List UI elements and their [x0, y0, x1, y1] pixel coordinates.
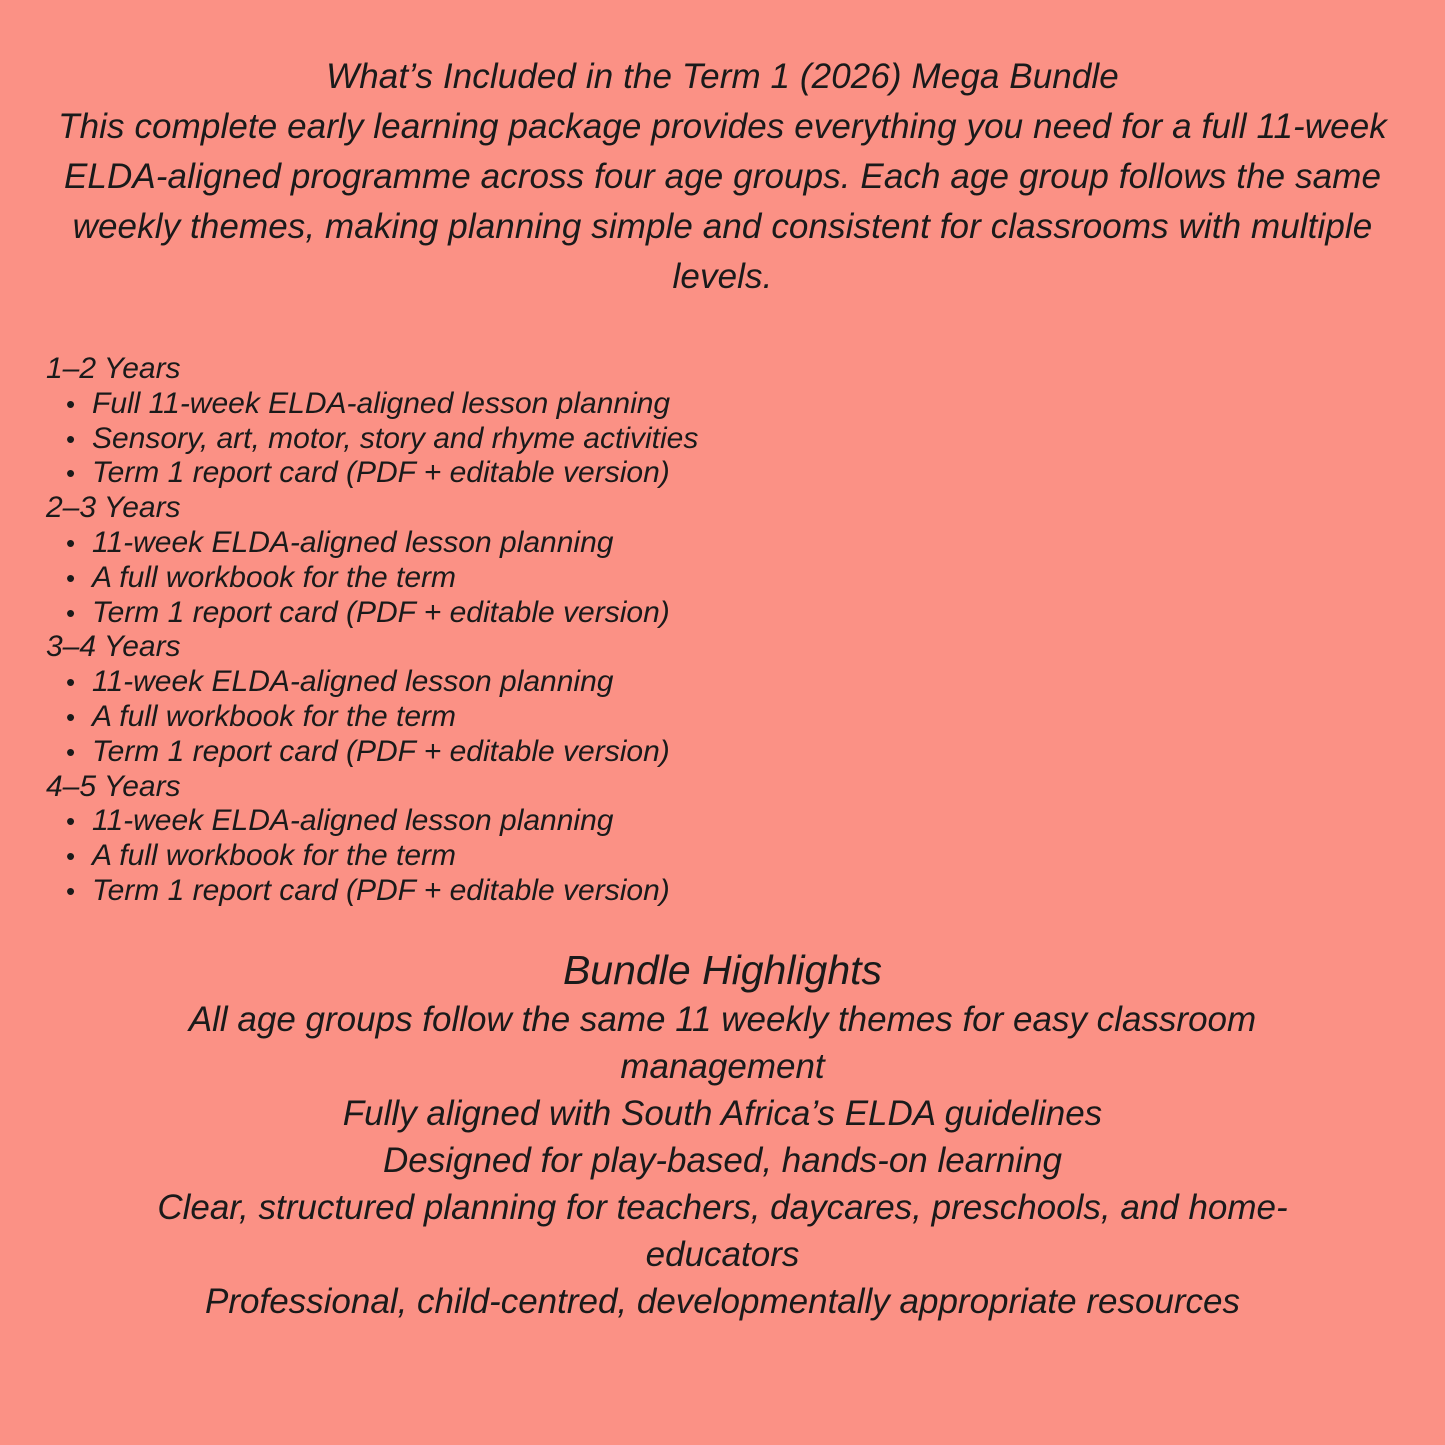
highlight-line: All age groups follow the same 11 weekly themes for easy classroom management [188, 1000, 1257, 1086]
bullet-icon: • [66, 667, 76, 698]
bullet-icon: • [66, 388, 76, 419]
highlight-line: Clear, structured planning for teachers, daycares, preschools, and home-educators [157, 1188, 1288, 1274]
bullet-icon: • [66, 423, 76, 454]
bullet-icon: • [66, 875, 76, 906]
list-item-label: 11-week ELDA-aligned lesson planning [92, 665, 614, 699]
list-item-label: A full workbook for the term [92, 839, 457, 873]
age-group-items [46, 526, 946, 630]
age-group-3-4 [46, 630, 946, 769]
list-item-label: A full workbook for the term [92, 699, 457, 733]
intro-block [58, 52, 1388, 302]
list-item-label: Full 11-week ELDA-aligned lesson planning [92, 386, 671, 420]
list-item-label: Sensory, art, motor, story and rhyme activities [92, 421, 699, 455]
age-groups-list [46, 352, 946, 909]
list-item [46, 561, 946, 596]
highlight-line: Designed for play-based, hands-on learning [382, 1141, 1063, 1180]
bullet-icon: • [66, 841, 76, 872]
bullet-icon: • [66, 562, 76, 593]
age-group-items [46, 804, 946, 908]
page-title: What’s Included in the Term 1 (2026) Mega Bundle [326, 57, 1119, 96]
age-group-heading: 4–5 Years [46, 769, 181, 803]
intro-description: This complete early learning package provides everything you need for a full 11-week ELDA-aligned programme across four age groups. Each age group follows the same weekly themes, making planning simple and consistent for classrooms with multiple levels. [58, 107, 1387, 296]
list-item-label: Term 1 report card (PDF + editable version) [92, 595, 670, 629]
bullet-icon: • [66, 458, 76, 489]
list-item-label: Term 1 report card (PDF + editable version) [92, 456, 670, 490]
age-group-1-2 [46, 352, 946, 491]
list-item-label: Term 1 report card (PDF + editable version) [92, 734, 670, 768]
list-item-label: A full workbook for the term [92, 560, 457, 594]
list-item [46, 665, 946, 700]
list-item [46, 735, 946, 770]
age-group-heading: 1–2 Years [46, 352, 181, 385]
list-item [46, 526, 946, 561]
age-group-heading: 2–3 Years [46, 491, 181, 525]
age-group-2-3 [46, 491, 946, 630]
list-item [46, 874, 946, 909]
bullet-icon: • [66, 597, 76, 628]
list-item [46, 387, 946, 422]
list-item [46, 596, 946, 631]
bundle-highlights-title: Bundle Highlights [562, 947, 883, 993]
list-item [46, 422, 946, 457]
bullet-icon: • [66, 527, 76, 558]
list-item [46, 839, 946, 874]
list-item-label: 11-week ELDA-aligned lesson planning [92, 525, 614, 559]
list-item [46, 700, 946, 735]
bullet-icon: • [66, 701, 76, 732]
age-group-items [46, 665, 946, 769]
bullet-icon: • [66, 806, 76, 837]
age-group-4-5 [46, 770, 946, 909]
bullet-icon: • [66, 736, 76, 767]
list-item-label: 11-week ELDA-aligned lesson planning [92, 804, 614, 838]
highlight-line: Fully aligned with South Africa’s ELDA guidelines [342, 1094, 1103, 1133]
age-group-items [46, 387, 946, 491]
list-item-label: Term 1 report card (PDF + editable version) [92, 873, 670, 907]
list-item [46, 456, 946, 491]
highlight-line: Professional, child-centred, developmentally appropriate resources [205, 1282, 1240, 1321]
list-item [46, 804, 946, 839]
bundle-highlights-section [93, 944, 1353, 1325]
age-group-heading: 3–4 Years [46, 630, 181, 664]
